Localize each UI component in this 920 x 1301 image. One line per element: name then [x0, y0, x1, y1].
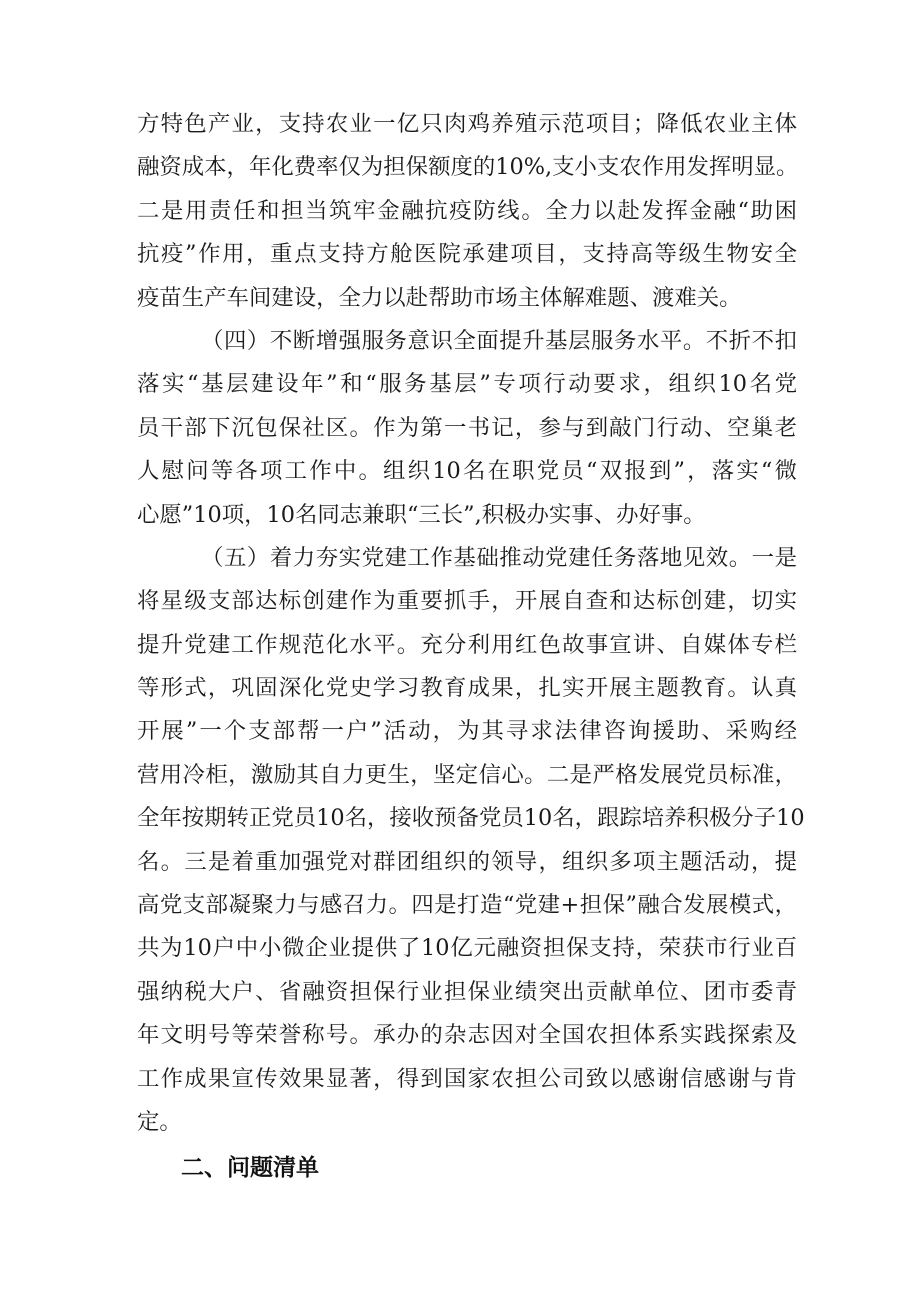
- text-line: 将星级支部达标创建作为重要抓手，开展自查和达标创建，切实: [137, 588, 797, 615]
- document-page: [137, 107, 805, 1185]
- text-line: 等形式，巩固深化党史学习教育成果，扎实开展主题教育。认真: [137, 675, 797, 702]
- section-heading: 二、问题清单: [181, 1154, 319, 1181]
- paragraph-service-awareness: [137, 324, 797, 532]
- text-line: 营用冷柜，激励其自力更生，坚定信心。二是严格发展党员标准，: [137, 761, 797, 788]
- text-line: 抗疫”作用，重点支持方舱医院承建项目，支持高等级生物安全: [137, 241, 797, 268]
- text-line: 名。三是着重加强党对群团组织的领导，组织多项主题活动，提: [137, 848, 797, 875]
- text-line: 高党支部凝聚力与感召力。四是打造“党建+担保”融合发展模式，: [137, 892, 797, 919]
- text-line: 全年按期转正党员10名，接收预备党员10名，跟踪培养积极分子10: [137, 805, 805, 832]
- paragraph-party-building: [137, 541, 805, 1139]
- text-line: 员干部下沉包保社区。作为第一书记，参与到敲门行动、空巢老: [137, 414, 797, 441]
- text-line: 融资成本，年化费率仅为担保额度的10%,支小支农作用发挥明显。: [137, 154, 799, 181]
- paragraph-continuation: [137, 107, 797, 315]
- text-line: （五）着力夯实党建工作基础推动党建任务落地见效。一是: [201, 544, 797, 571]
- text-line: 落实“基层建设年”和“服务基层”专项行动要求，组织10名党: [137, 371, 797, 398]
- text-line: 方特色产业，支持农业一亿只肉鸡养殖示范项目；降低农业主体: [137, 111, 797, 137]
- text-line: 心愿”10项，10名同志兼职“三长”,积极办实事、办好事。: [137, 501, 706, 528]
- text-line: 开展”一个支部帮一户”活动，为其寻求法律咨询援助、采购经: [137, 718, 797, 745]
- text-line: 强纳税大户、省融资担保行业担保业绩突出贡献单位、团市委青: [137, 978, 797, 1005]
- text-line: 二是用责任和担当筑牢金融抗疫防线。全力以赴发挥金融“助困: [137, 197, 797, 224]
- text-line: 定。: [137, 1108, 182, 1135]
- text-line: 疫苗生产车间建设，全力以赴帮助市场主体解难题、渡难关。: [137, 284, 742, 311]
- text-line: 人慰问等各项工作中。组织10名在职党员“双报到”，落实“微: [137, 458, 797, 485]
- text-line: 提升党建工作规范化水平。充分利用红色故事宣讲、自媒体专栏: [137, 631, 797, 658]
- text-line: 工作成果宣传效果显著，得到国家农担公司致以感谢信感谢与肯: [137, 1065, 797, 1092]
- text-line: 共为10户中小微企业提供了10亿元融资担保支持，荣获市行业百: [137, 935, 797, 962]
- text-line: 年文明号等荣誉称号。承办的杂志因对全国农担体系实践探索及: [137, 1022, 797, 1049]
- text-line: （四）不断增强服务意识全面提升基层服务水平。不折不扣: [201, 327, 797, 354]
